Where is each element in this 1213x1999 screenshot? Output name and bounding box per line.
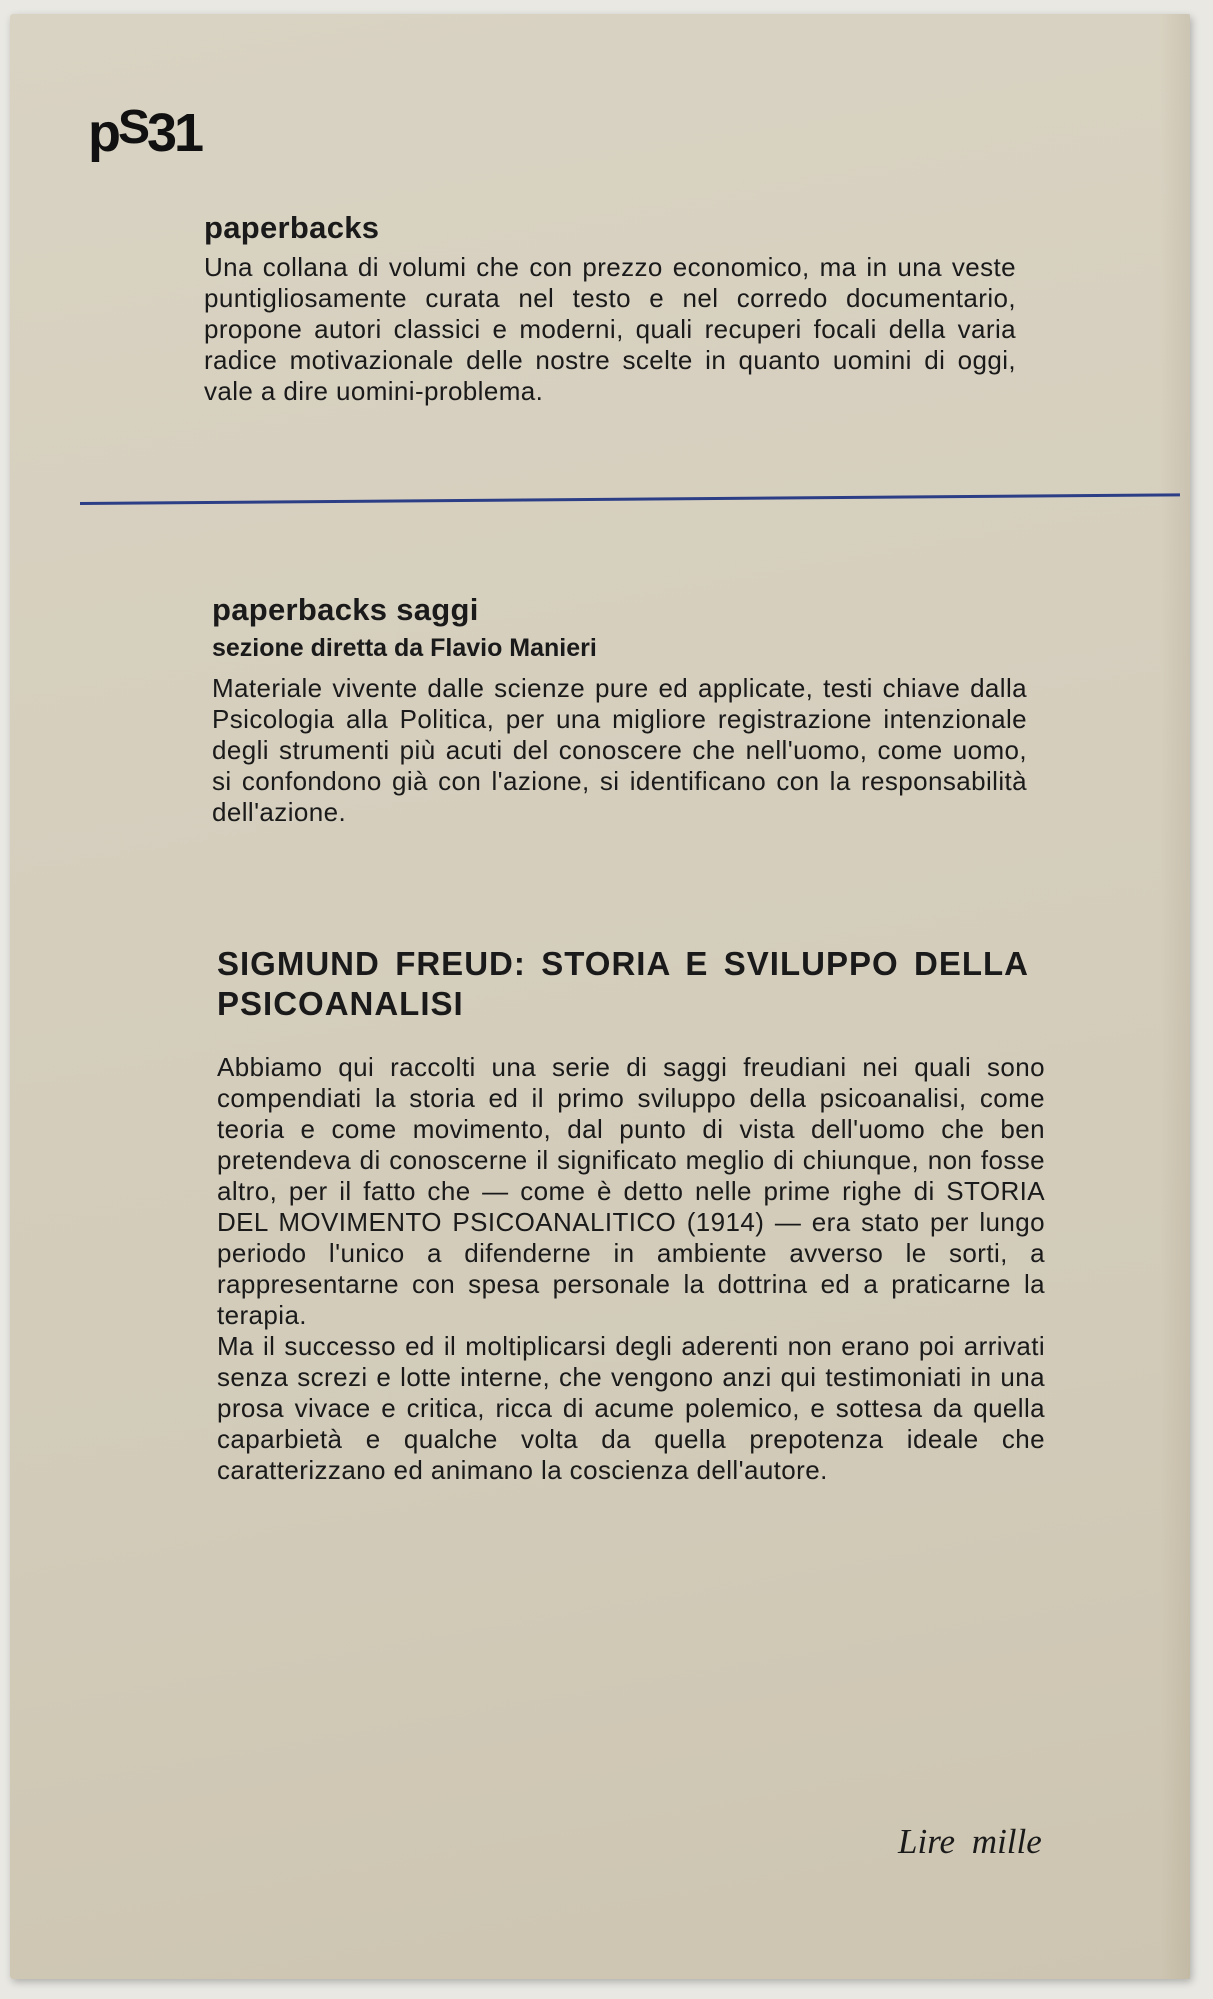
saggi-description: Materiale vivente dalle scienze pure ed applicate, testi chiave dalla Psicologia alla Politica, per una migliore registrazione intenzionale degli strumenti più acuti del conoscere che nell'uomo, come uomo, si confondono già con l'azione, si identificano con la responsabilità dell'azione. <box>212 673 1027 827</box>
book-description-section <box>217 944 1052 1486</box>
series-logo <box>88 101 202 163</box>
paperbacks-heading: paperbacks <box>204 210 380 245</box>
saggi-editor-line: sezione diretta da Flavio Manieri <box>212 634 597 662</box>
book-back-cover <box>10 14 1190 1979</box>
logo-number: 31 <box>147 103 202 163</box>
logo-letter-p: p <box>88 103 118 163</box>
book-description-paragraph-1: Abbiamo qui raccolti una serie di saggi freudiani nei quali sono compendiati la storia ed il primo sviluppo della psicoanalisi, come teoria e come movimento, dal punto di vista dell'uomo che ben pretendeva di conoscerne il significato meglio di chiunque, non fosse altro, per il fatto che — come è detto nelle prime righe di STORIA DEL MOVIMENTO PSICOANALITICO (1914) — era stato per lungo periodo l'unico a difenderne in ambiente avverso le sorti, a rappresentarne con spesa personale la dottrina ed a praticarne la terapia. <box>217 1052 1045 1330</box>
cover-edge-shadow <box>1160 14 1190 1979</box>
logo-letter-s: S <box>118 101 148 154</box>
section-divider <box>80 493 1180 505</box>
saggi-section <box>212 592 1027 828</box>
book-description-paragraph-2: Ma il successo ed il moltiplicarsi degli aderenti non erano poi arrivati senza screzi e lotte interne, che vengono anzi qui testimoniati in una prosa vivace e critica, ricca di acume polemico, e sottesa da quella caparbietà e qualche volta da quella prepotenza ideale che caratterizzano ed animano la coscienza dell'autore. <box>217 1331 1045 1485</box>
price-label: Lire mille <box>898 1822 1042 1861</box>
book-title: SIGMUND FREUD: STORIA E SVILUPPO DELLA PSICOANALISI <box>217 945 1029 1022</box>
paperbacks-description: Una collana di volumi che con prezzo economico, ma in una veste puntigliosamente curata nel testo e nel corredo documentario, propone autori classici e moderni, quali recuperi focali della varia radice motivazionale delle nostre scelte in quanto uomini di oggi, vale a dire uomini-problema. <box>204 252 1016 406</box>
saggi-heading: paperbacks saggi <box>212 592 479 627</box>
paperbacks-section <box>204 210 1016 407</box>
